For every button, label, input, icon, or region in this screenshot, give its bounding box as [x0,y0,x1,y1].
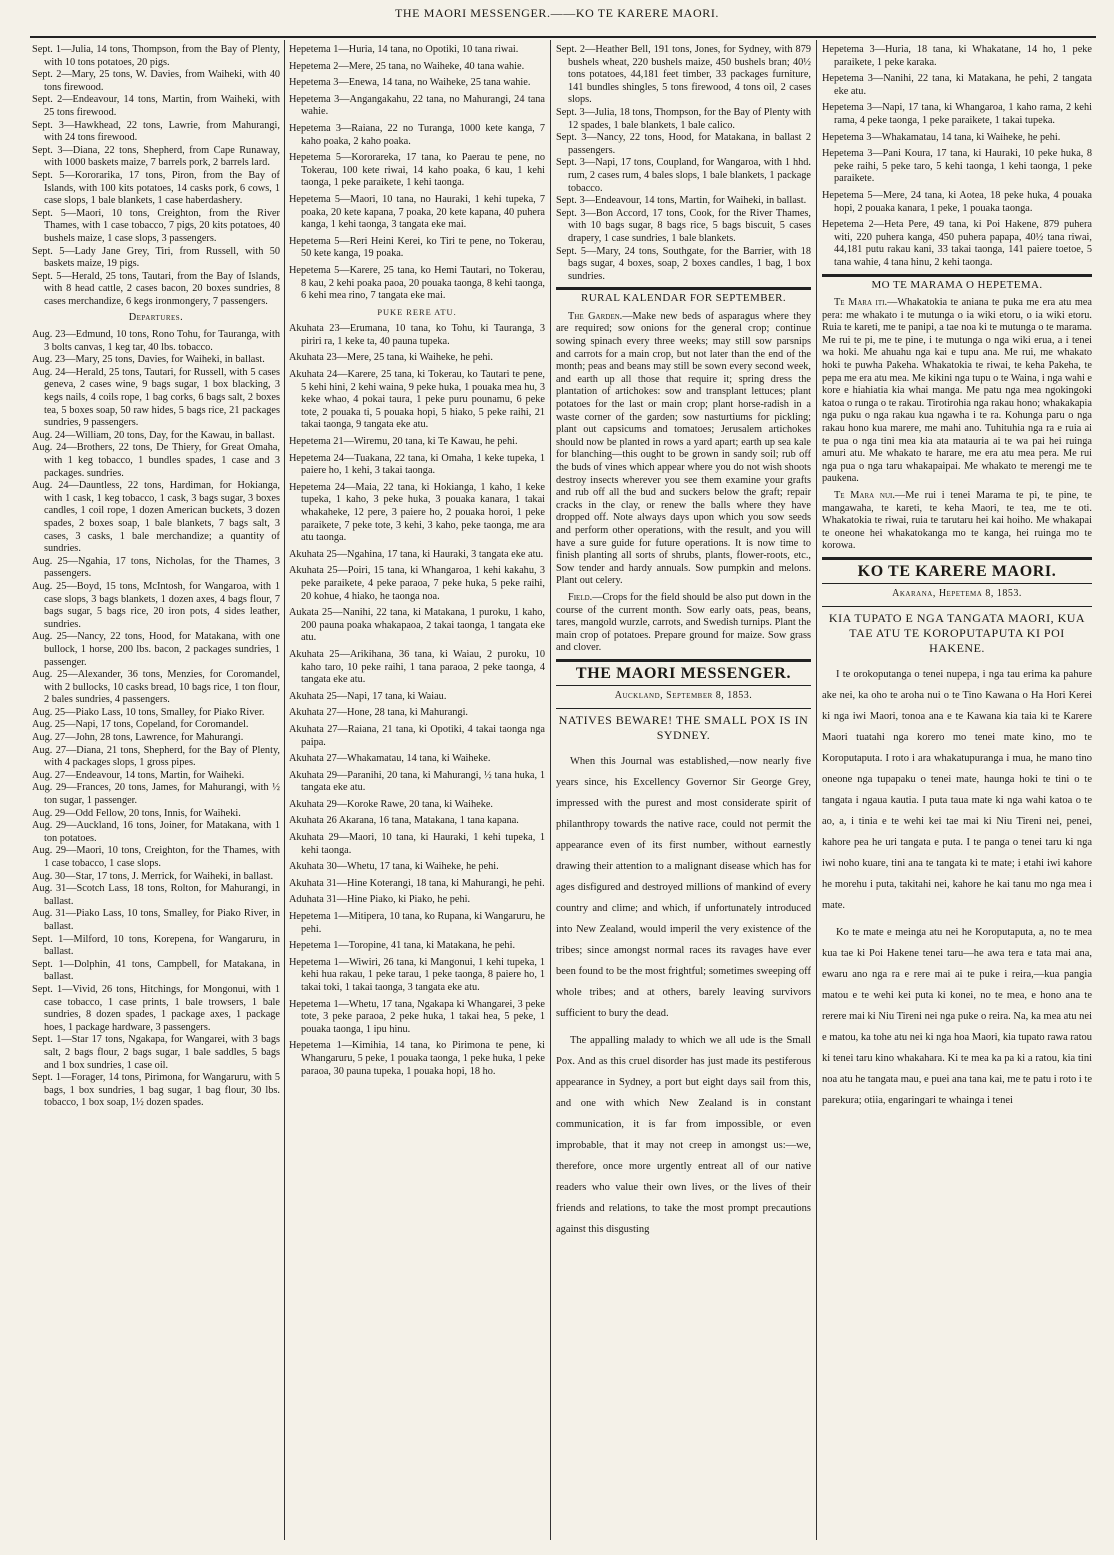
shipping-entry-maori: Aukata 25—Nanihi, 22 tana, ki Matakana, 1 puroku, 1 kaho, 200 pauna poaka whakapaoa, 2 takai taonga, 1 tangata eke atu. [289,607,545,644]
shipping-entry: Sept. 3—Napi, 17 tons, Coupland, for Wangaroa, with 1 hhd. rum, 2 cases rum, 4 bales slops, 1 bale blankets, 1 package tobacco. [556,157,811,194]
shipping-entry-maori: Akuhata 27—Hone, 28 tana, ki Mahurangi. [289,707,469,719]
shipping-entry: Aug. 31—Scotch Lass, 18 tons, Rolton, for Mahurangi, in ballast. [32,883,280,907]
shipping-entry-maori: Hepetema 2—Mere, 25 tana, no Waiheke, 40 tana wahie. [289,60,525,72]
section-rule [822,557,1092,560]
shipping-entry-maori: Hepetema 1—Mitipera, 10 tana, ko Rupana, ki Wangaruru, he pehi. [289,911,545,935]
shipping-entry-maori: Hepetema 24—Maia, 22 tana, ki Hokianga, 1 kaho, 1 keke tupeka, 1 kaho, 3 peke huka, 3 pouaka kanara, 1 takai whakaheke, 12 pere, 3 paiere ho, 2 pouaka horoi, 1 peke paraikete, 7 peke tote, 3 kehi, 3 kaho, peke taonga, me ara atu taonga. [289,481,545,544]
article-body [556,751,811,1240]
shipping-entry: Aug. 27—Diana, 21 tons, Shepherd, for the Bay of Plenty, with 4 packages slops, 1 gross pipes. [32,744,280,769]
article-paragraph-maori: Ko te mate e meinga atu nei he Koroputaputa, a, no te mea kua tae ki Poi Hakene tenei taru—he awa tera e tata mai ana, ewaru ano nga ra e rere mai ai te puke i reira,—kua pangia matou e te wehi kei puta ki konei, no te mea, e hono ana te rerere mai ki Niu Tireni nei nga puke o reira. Na, ka mea atu nei e matou, ka tohe atu nei ki nga hoa Maori, kia tupato rawa ratou ki tenei taru kino whakahara. Ki te mea ka pa ki a ratou, kia tini noa atu he tangata mau, e puei ana tana kai, me te patu i roto i te parekura; otiia, engaringari te whainga i tenei [822,927,1092,1107]
column-divider [284,40,285,1540]
departures-heading: Departures. [128,312,184,324]
shipping-entry: Sept. 2—Heather Bell, 191 tons, Jones, for Sydney, with 879 bushels wheat, 220 bushels maize, 450 bushels bran; 40½ tons potatoes, 44,181 feet timber, 33 packages furniture, 141 bundles shingles, 5 tons firewood, 4 tons oil, 2 cases slops. [556,44,811,106]
shipping-entry-maori: Hepetema 1—Huria, 14 tana, no Opotiki, 10 tana riwai. [289,44,519,55]
calendar-title: RURAL KALENDAR FOR SEPTEMBER. [581,292,786,305]
shipping-entry: Aug. 25—Piako Lass, 10 tons, Smalley, for Piako River. [32,706,265,718]
shipping-entry-maori: Hepetema 5—Kororareka, 17 tana, ko Paerau te pene, no Tokerau, 100 kete riwai, 14 kaho poaka, 6 kau, 1 kehi taonga, 1 peke paraikete, 1 kehi taonga. [289,152,545,189]
small-garden-text: —Whakatokia te aniana te puka me era atu mea pera: me whakato i te mutunga o ia wiki etoru, o ia wiki etoru. Ruia te kareti, me te panipi, a tae noa ki te mutunga o te marama. Me rui te pi, me te pine, i te mutunga o nga wiki erua, a i tenei wa hoki. Me ahuahu nga kai e tupu ana. Me rui, me whakato hoki te puwha Pakeha. Whakatokia te riwai, te keha Pakeha, te pepa me era atu mea. Me kikini nga tupu o te Waina, i nga wahi e kore e hiahiatia kia whai manga. Me patu nga mea ngokingoki katoa o runga o te rakau. Tirotirohia nga rakau hono; whakakapia nga puku o nga rakau kua ngawha i te ra. Kohunga paru o nga rakau hono kua marere, me mahi ano. Tuhituhia nga ra e ruia ai te pua o nga tini mea kia ata matauria ai te wa pai hei ruinga amuri atu. Me whakato te harare, me era atu mea pera. Me rui nga pua o nga taru whakapaipai. Me whakato te merengi me te paukena. [822,297,1092,485]
shipping-entry: Sept. 3—Nancy, 22 tons, Hood, for Matakana, in ballast 2 passengers. [556,132,811,156]
shipping-entry: Aug. 25—Napi, 17 tons, Copeland, for Coromandel. [32,719,249,731]
shipping-entry: Aug. 31—Piako Lass, 10 tons, Smalley, for Piako River, in ballast. [32,908,280,932]
shipping-entry-maori: Hepetema 1—Kimihia, 14 tana, ko Pirimona te pene, ki Whangaruru, 5 peke, 1 pouaka taonga, 1 peke huka, 1 peke paraoa, 30 pauna tupeka, 1 pouaka hopi, 18 ho. [289,1040,545,1077]
shipping-entry: Sept. 1—Vivid, 26 tons, Hitchings, for Mongonui, with 1 case tobacco, 1 case prints, 1 bale trowsers, 1 bale sundries, 8 dozen spades, 1 package axes, 1 package hoes, 1 package hardware, 3 passengers. [32,983,280,1033]
arrivals-list [32,44,280,308]
column-maori-editorial [822,44,1092,1544]
shipping-entry: Sept. 3—Diana, 22 tons, Shepherd, from Cape Runaway, with 1000 baskets maize, 7 barrels pork, 2 barrels lard. [32,144,280,169]
shipping-entry: Sept. 1—Julia, 14 tons, Thompson, from the Bay of Plenty, with 10 tons potatoes, 20 pigs. [32,44,280,68]
shipping-entry-maori: Akuhata 29—Koroke Rawe, 20 tana, ki Waiheke. [289,798,494,810]
departures-continued-list [556,44,811,283]
shipping-entry-maori: Akuhata 26 Akarana, 16 tana, Matakana, 1 tana kapana. [289,815,519,827]
shipping-entry-maori: Hepetema 24—Tuakana, 22 tana, ki Omaha, 1 keke tupeka, 1 paiere ho, 1 kehi, 3 takai taonga. [289,452,545,477]
shipping-entry-maori: Hepetema 5—Reri Heini Kerei, ko Tiri te pene, no Tokerau, 50 kete kanga, 19 poaka. [289,235,545,260]
field-text: —Crops for the field should be also put down in the course of the current month. Sow early oats, peas, beans, tares, mangold wurzle, carrots, and Swedish turnips. Plant the main crop of potatoes. Prepare ground for maize. Sow grass and clover. [556,591,811,654]
article-body-maori [822,664,1092,1111]
shipping-entry-maori: Hepetema 21—Wiremu, 20 tana, ki Te Kawau, he pehi. [289,436,518,448]
shipping-entry: Sept. 5—Lady Jane Grey, Tiri, from Russell, with 50 baskets maize, 19 pigs. [32,245,280,270]
big-garden-text: —Me rui i tenei Marama te pi, te pine, te mangawaha, te kareti, te keha Maori, te tea, me te oti. Whakatokia te riwai, ruia te tarutaru hei kai hoiho. Me whakapai te oneone hei whakatokanga mo te kanga, hei ruinga mo te korowa. [822,490,1092,552]
small-garden-lead: Te Mara iti. [834,297,888,309]
shipping-entry: Aug. 24—William, 20 tons, Day, for the Kawau, in ballast. [32,429,275,441]
shipping-entry-maori: Akuhata 29—Paranihi, 20 tana, ki Mahurangi, ½ tana huka, 1 tangata eke atu. [289,769,545,794]
shipping-entry-maori: Hepetema 1—Wiwiri, 26 tana, ki Mangonui, 1 kehi tupeka, 1 kehi hua rakau, 1 peke tarau, 1 peke taonga, 8 paiere ho, 1 takai toki, 1 takai taonga, 3 tangata eke atu. [289,956,545,993]
running-title: THE MAORI MESSENGER.——KO TE KARERE MAORI. [394,6,720,20]
shipping-entry: Sept. 1—Milford, 10 tons, Korepena, for Wangaruru, in ballast. [32,933,280,958]
section-rule [556,685,811,686]
shipping-entry-maori: Hepetema 5—Maori, 10 tana, no Hauraki, 1 kehi tupeka, 7 poaka, 20 kete kapana, 7 poaka, 20 kete kapana, 40 puhera kanga, 1 kehi taonga, 3 tangata eke mai. [289,193,545,231]
shipping-entry-maori: Akuhata 23—Erumana, 10 tana, ko Tohu, ki Tauranga, 3 piriri ra, 1 keke ta, 40 pauna tupeka. [289,323,545,347]
shipping-entry: Sept. 1—Forager, 14 tons, Pirimona, for Wangaruru, with 5 bags, 1 box sundries, 1 bag sugar, 1 bag flour, 30 lbs. tobacco, 1 box soap, 1½ dozen spades. [32,1072,280,1109]
shipping-entry-maori: Hepetema 3—Huria, 18 tana, ki Whakatane, 14 ho, 1 peke paraikete, 1 peke karaka. [822,44,1092,68]
article-paragraph: When this Journal was established,—now nearly five years since, his Excellency Governor Sir George Grey, impressed with the purest and most considerate spirit of philanthropy towards the native race, could not permit the appearance even of its first number, without earnestly drawing their attention to a malignant disease which has for ages disfigured and destroyed millions of mankind of every country and clime; and which, if unfortunately introduced into New Zealand, would imperil the very existence of the tribes; since amongst normal races its ravages have ever been found to be the most frightful; sometimes sweeping off whole tribes; and at others, barely leaving survivors sufficient to bury the dead. [556,756,811,1020]
shipping-entry: Aug. 29—Auckland, 16 tons, Joiner, for Matakana, with 1 ton potatoes. [32,820,280,844]
column-english-editorial [556,44,811,1544]
section-rule [556,708,811,709]
shipping-entry: Sept. 1—Dolphin, 41 tons, Campbell, for Matakana, in ballast. [32,958,280,983]
paper-title-maori: KO TE KARERE MAORI. [857,562,1057,580]
header-rule [30,36,1096,38]
shipping-entry: Sept. 1—Star 17 tons, Ngakapa, for Wangarei, with 3 bags salt, 2 bags flour, 2 bags sugar, 1 bale saddles, 5 bags and 1 box sundries, 1 case oil. [32,1034,280,1071]
shipping-entry: Aug. 29—Frances, 20 tons, James, for Mahurangi, with ½ ton sugar, 1 passenger. [32,782,280,807]
shipping-entry-maori: Akuhata 25—Ngahina, 17 tana, ki Hauraki, 3 tangata eke atu. [289,548,544,560]
small-garden-paragraph [822,297,1092,486]
shipping-entry: Sept. 3—Hawkhead, 22 tons, Lawrie, from Mahurangi, with 24 tons firewood. [32,119,280,144]
shipping-entry-maori: Hepetema 3—Whakamatau, 14 tana, ki Waiheke, he pehi. [822,131,1061,143]
dateline: Auckland, September 8, 1853. [614,689,753,701]
shipping-entry-maori: Hepetema 1—Toropine, 41 tana, ki Matakana, he pehi. [289,940,516,952]
shipping-entry-maori: Akuhata 25—Poiri, 15 tana, ki Whangaroa, 1 kehi kakahu, 3 peke paraikete, 4 peke paraoa, 7 peke huka, 5 peke raihi, 20 kohue, 4 hiako, he taonga noa. [289,565,545,602]
shipping-entry-maori: Akuhata 27—Whakamatau, 14 tana, ki Waiheke. [289,753,491,765]
section-rule [822,274,1092,277]
section-rule [822,606,1092,607]
big-garden-lead: Te Mara nui. [834,490,895,501]
article-paragraph: The appalling malady to which we all ude is the Small Pox. And as this cruel disorder has just made its pestiferous appearance in Sydney, a port but eight days sail from this, and one with which New Zealand is in constant communication, it is far from impossible, or even improbable, that it may not creep in amongst us:—we, therefore, once more urgently entreat all of our native readers who value their own lives, or the lives of their friends and relations, to take the most prompt precautions against this disgusting [556,1035,811,1236]
shipping-entry: Aug. 24—Brothers, 22 tons, De Thiery, for Great Omaha, with 1 keg tobacco, 1 bundles spades, 1 case and 3 packages. sundries. [32,442,280,479]
shipping-entry: Sept. 5—Kororarika, 17 tons, Piron, from the Bay of Islands, with 100 kits potatoes, 14 casks pork, 6 cows, 1 case slops, 1 bale blankets, 1 case haberdashery. [32,169,280,207]
shipping-entry-maori: Hepetema 5—Mere, 24 tana, ki Aotea, 18 peke huka, 4 pouaka hopi, 2 pouaka kanara, 1 peke, 1 pouaka taonga. [822,189,1092,214]
field-paragraph [556,592,811,655]
article-title-maori: KIA TUPATO E NGA TANGATA MAORI, KUA TAE ATU TE KOROPUTAPUTA KI POI HAKENE. [828,611,1086,656]
column-divider [816,40,817,1540]
departures-heading-maori: PUKE RERE ATU. [377,307,457,317]
shipping-entry: Aug. 29—Maori, 10 tons, Creighton, for the Thames, with 1 case tobacco, 1 case slops. [32,845,280,869]
field-lead: Field. [568,591,593,603]
calendar-title-maori: MO TE MARAMA O HEPETEMA. [871,278,1043,291]
shipping-entry: Aug. 29—Odd Fellow, 20 tons, Innis, for Waiheki. [32,807,241,819]
shipping-entry-maori: Akuhata 25—Arikihana, 36 tana, ki Waiau, 2 puroku, 10 kaho taro, 10 peke raihi, 1 tana paraoa, 2 peke taonga, 4 tangata eke atu. [289,648,545,686]
departures-continued-maori [822,44,1092,270]
column-shipping-maori [289,44,545,1544]
shipping-entry: Aug. 25—Alexander, 36 tons, Menzies, for Coromandel, with 2 bullocks, 10 casks bread, 10 bags rice, 1 ton flour, 2 bales sundries, 4 passengers. [32,669,280,706]
shipping-entry-maori: Hepetema 3—Pani Koura, 17 tana, ki Hauraki, 10 peke huka, 8 peke raihi, 5 peke taro, 5 kehi taonga, 1 kehi taonga, 1 peke paraikete. [822,148,1092,185]
shipping-entry: Sept. 2—Mary, 25 tons, W. Davies, from Waiheki, with 40 tons firewood. [32,69,280,93]
shipping-entry-maori: Akuhata 25—Napi, 17 tana, ki Waiau. [289,690,447,702]
shipping-entry-maori: Hepetema 3—Nanihi, 22 tana, ki Matakana, he pehi, 2 tangata eke atu. [822,73,1092,97]
section-rule [556,287,811,290]
column-divider [550,40,551,1540]
shipping-entry-maori: Hepetema 3—Napi, 17 tana, ki Whangaroa, 1 kaho rama, 2 kehi rama, 4 peke taonga, 1 peke paraikete, 1 takai tupeka. [822,102,1092,126]
departures-list [32,329,280,1110]
shipping-entry-maori: Akuhata 23—Mere, 25 tana, ki Waiheke, he pehi. [289,352,493,364]
shipping-entry: Aug. 25—Boyd, 15 tons, McIntosh, for Wangaroa, with 1 case slops, 3 bags blankets, 1 dozen axes, 4 bags flour, 7 bags sugar, 5 bags rice, 20 iron pots, 4 sides leather, sundries. [32,580,280,630]
shipping-entry-maori: Aduhata 31—Hine Piako, ki Piako, he pehi. [289,894,471,906]
section-rule [556,659,811,662]
shipping-entry: Sept. 3—Endeavour, 14 tons, Martin, for Waiheki, in ballast. [556,195,807,207]
shipping-entry-maori: Akuhata 31—Hine Koterangi, 18 tana, ki Mahurangi, he pehi. [289,877,545,889]
shipping-entry-maori: Akuhata 24—Karere, 25 tana, ki Tokerau, ko Tautari te pene, 5 kehi hini, 2 kehi waina, 9 peke huka, 1 pouaka mea hu, 3 keke whao, 4 pokai taura, 1 peke puru pounamu, 6 peke tote, 2 pouaka ti, 5 pouaka hopi, 5 hiako, 5 peke raihi, 21 takai taonga, 9 tangata eke atu. [289,369,545,431]
shipping-entry-maori: Hepetema 3—Raiana, 22 no Turanga, 1000 kete kanga, 7 kaho poaka, 2 kaho poaka. [289,122,545,147]
shipping-entry: Sept. 3—Bon Accord, 17 tons, Cook, for the River Thames, with 10 bags sugar, 8 bags rice, 5 bags biscuit, 5 cases drapery, 1 case sundries, 1 bale blankets. [556,207,811,244]
shipping-entry: Aug. 24—Dauntless, 22 tons, Hardiman, for Hokianga, with 1 cask, 1 keg tobacco, 1 cask, 3 bags sugar, 3 boxes candles, 1 coil rope, 1 dozen American buckets, 3 dozen spades, 2 boxes soap, 1 bale blankets, 7 bags salt, 3 cases, 3 casks, 1 bale merchandize; a quantity of sundries. [32,480,280,555]
shipping-entry-maori: Hepetema 5—Karere, 25 tana, ko Hemi Tautari, no Tokerau, 8 kau, 2 kehi poaka paoa, 20 pouaka taonga, 8 kehi taonga, 6 kehi mea rino, 7 tangata eke mai. [289,264,545,302]
paper-title: THE MAORI MESSENGER. [575,664,792,682]
article-title: NATIVES BEWARE! THE SMALL POX IS IN SYDNEY. [558,713,809,743]
shipping-entry: Aug. 23—Edmund, 10 tons, Rono Tohu, for Tauranga, with 3 bolts canvas, 1 keg tar, 40 lbs. tobacco. [32,329,280,353]
shipping-entry-maori: Hepetema 3—Angangakahu, 22 tana, no Mahurangi, 24 tana wahie. [289,93,545,118]
shipping-entry: Aug. 25—Ngahia, 17 tons, Nicholas, for the Thames, 3 passengers. [32,555,280,580]
garden-paragraph [556,311,811,588]
column-shipping-english [32,44,280,1544]
shipping-entry: Sept. 5—Herald, 25 tons, Tautari, from the Bay of Islands, with 8 head cattle, 2 cases bacon, 20 boxes sundries, 8 cases merchandize, 6 kegs ironmongery, 7 passengers. [32,270,280,307]
shipping-entry: Aug. 24—Herald, 25 tons, Tautari, for Russell, with 5 cases geneva, 2 cases wine, 9 bags sugar, 1 box blacking, 3 kegs nails, 4 coils rope, 1 bag corks, 6 bags salt, 2 boxes tea, 5 boxes soap, 50 raw hides, 5 bags rice, 21 packages sundries, 9 passengers. [32,366,280,429]
article-paragraph-maori: I te orokoputanga o tenei nupepa, i nga tau erima ka pahure ake nei, ka oho te aroha nui o te Tino Kawana o Ha Hori Kerei ki nga iwi Maori, tonoa ana e te Kawana kia taia ki te Karere Maori tuatahi nga korero mo tenei mate kino, mo te Koroputaputa. I roto i ara whakatupuranga i mua, he mano tino oneone nga tupapaku o tenei mate, haunga hoki te tini o te tangata i ngaua kautia. I puta taua mate ki nga wahi katoa o te ao, a, i tinia e te wehi kei tae mai ki Niu Tireni nei, penei, kahore pea he uri tangata e puta. I te panga o tenei taru ki nga iwi noho kuare, tini ana te tangata ki te mate; i etahi iwi kahore he morehu i puta, takitahi nei, kahore he kai tanu mo nga mea i mate. [822,669,1092,912]
shipping-entry: Sept. 5—Mary, 24 tons, Southgate, for the Barrier, with 18 bags sugar, 4 boxes, soap, 2 boxes candles, 1 bag, 1 box sundries. [556,245,811,282]
shipping-entry: Sept. 2—Endeavour, 14 tons, Martin, from Waiheki, with 25 tons firewood. [32,94,280,118]
departures-list-maori [289,323,545,1078]
shipping-entry: Aug. 27—Endeavour, 14 tons, Martin, for Waiheki. [32,769,245,781]
dateline-maori: Akarana, Hepetema 8, 1853. [892,587,1022,599]
shipping-entry: Sept. 5—Maori, 10 tons, Creighton, from the River Thames, with 1 case tobacco, 7 pigs, 20 kits potatoes, 40 bushels maize, 1 case slops, 3 passengers. [32,207,280,244]
shipping-entry-maori: Akuhata 30—Whetu, 17 tana, ki Waiheke, he pehi. [289,861,499,873]
section-rule [822,583,1092,584]
shipping-entry-maori: Akuhata 29—Maori, 10 tana, ki Hauraki, 1 kehi tupeka, 1 kehi taonga. [289,832,545,856]
shipping-entry-maori: Hepetema 3—Enewa, 14 tana, no Waiheke, 25 tana wahie. [289,77,531,89]
shipping-entry: Aug. 27—John, 28 tons, Lawrence, for Mahurangi. [32,732,244,744]
big-garden-paragraph [822,490,1092,553]
shipping-entry-maori: Hepetema 1—Whetu, 17 tana, Ngakapa ki Whangarei, 3 peke tote, 3 peke paraoa, 2 peke huka, 1 takai hea, 5 peke, 1 pouaka taonga, 1 ipu hinu. [289,998,545,1035]
shipping-entry-maori: Akuhata 27—Raiana, 21 tana, ki Opotiki, 4 takai taonga nga paipa. [289,723,545,748]
shipping-entry: Sept. 3—Julia, 18 tons, Thompson, for the Bay of Plenty with 12 spades, 1 bale blankets, 1 bale calico. [556,106,811,131]
shipping-entry: Aug. 25—Nancy, 22 tons, Hood, for Matakana, with one bullock, 1 horse, 200 lbs. bacon, 2 packages sundries, 1 passenger. [32,631,280,668]
garden-text: —Make new beds of asparagus where they are required; sow onions for the general crop; continue sowing spinach every three weeks; may still sow parsnips and carrots for a main crop, but not later than the end of the month; peas and beans may still be sown every second week, and earth up all those that require it; spring dress the plantation of artichokes: sow and transplant lettuces; plant potatoes for the last or main crop; plant horse-radish in a waste corner of the garden; sow nasturtiums for pickling; plant out capsicums and tomatoes; Jerusalem artichokes should now be planted in rows a yard apart; earth up sea kale for blanching—this ought to be grown in sandy soil; rub off the buds of vines which appear where you do not wish shoots destroy insects wherever you see them examine your grafts and rub off all the bud and suckers below the graft; repair cracks in the clay, or renew the balls where they have dropped off. Note always days upon which you sow seeds and perform other operations, with the result, and you will have a sure guide for future operations. It is now time to finish planting all sorts of shrubs, plants, flower-roots, etc., Sow tender and hardy annuals. Sow pumpkin and melons. Plant out celery. [556,310,811,587]
shipping-entry-maori: Hepetema 2—Heta Pere, 49 tana, ki Poi Hakene, 879 puhera witi, 220 puhera kanga, 450 puhera papapa, 40½ tana riwai, 44,181 putu rakau kani, 33 takai taonga, 141 paiere toetoe, 5 tana wahie, 4 tana hinu, 2 kehi taonga. [822,219,1092,268]
arrivals-list-maori [289,44,545,303]
shipping-entry: Aug. 30—Star, 17 tons, J. Merrick, for Waiheki, in ballast. [32,870,274,882]
garden-lead: The Garden. [568,310,623,322]
shipping-entry: Aug. 23—Mary, 25 tons, Davies, for Waiheki, in ballast. [32,354,265,366]
